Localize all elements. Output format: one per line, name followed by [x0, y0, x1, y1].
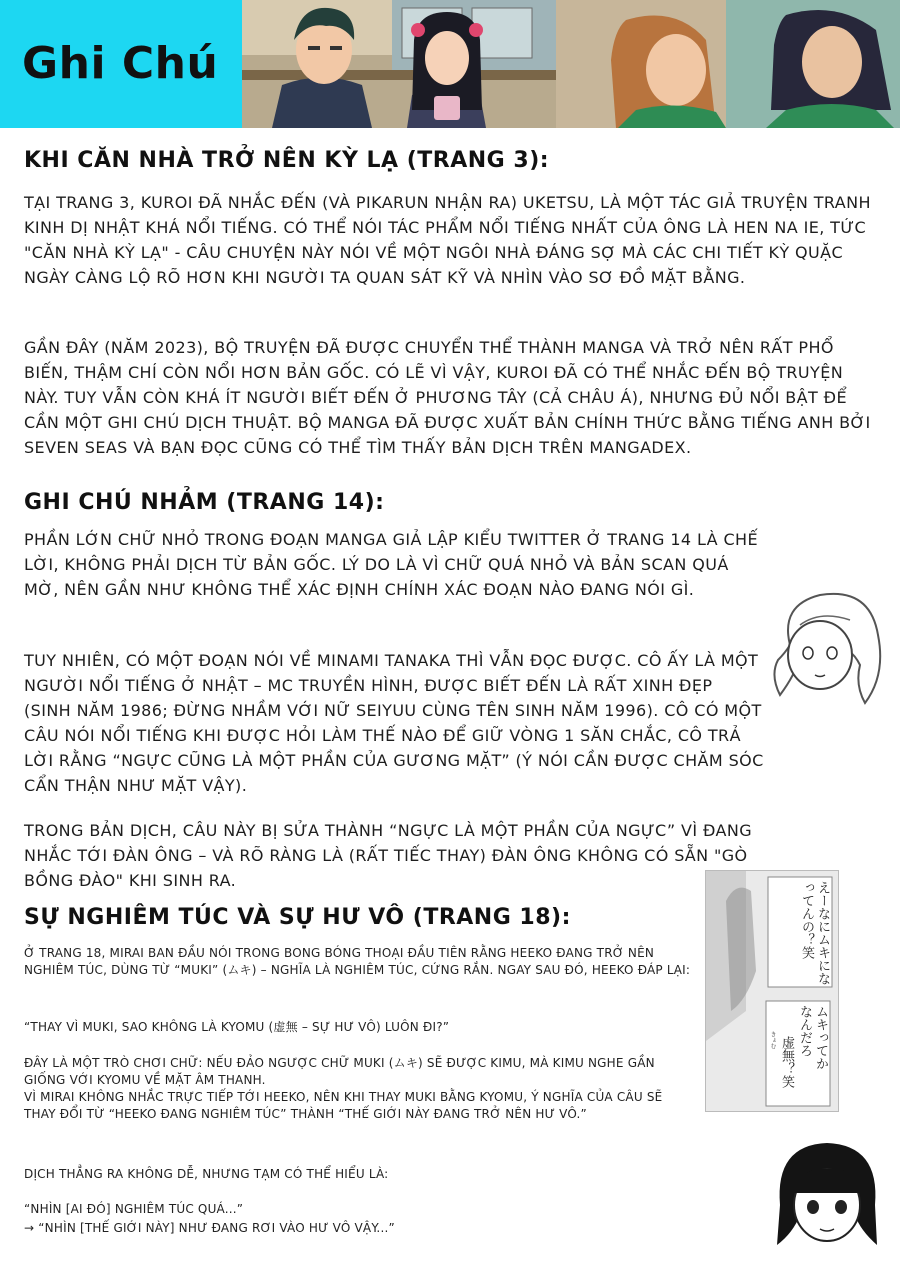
- header-banner: [0, 0, 900, 128]
- page-title: Ghi Chú: [22, 38, 219, 89]
- section-heading-seriousness-nihility: SỰ NGHIÊM TÚC VÀ SỰ HƯ VÔ (TRANG 18):: [24, 905, 571, 930]
- section-heading-strange-house: KHI CĂN NHÀ TRỞ NÊN KỲ LẠ (TRANG 3):: [24, 148, 550, 173]
- section-heading-nonsense-note: GHI CHÚ NHẢM (TRANG 14):: [24, 490, 385, 515]
- manga-bubble-1: えーなにムキになってんの？笑: [799, 881, 830, 985]
- section-paragraph: PHẦN LỚN CHỮ NHỎ TRONG ĐOẠN MANGA GIẢ LẬP KIỂU TWITTER Ở TRANG 14 LÀ CHẾ LỜI, KHÔNG PHẢI DỊCH TỪ BẢN GỐC. LÝ DO LÀ VÌ CHỮ QUÁ NHỎ VÀ BẢN SCAN QUÁ MỜ, NÊN GẦN NHƯ KHÔNG THỂ XÁC ĐỊNH CHÍNH XÁC ĐOẠN NÀO ĐANG NÓI GÌ.: [24, 530, 758, 599]
- sketch-girl-illustration: [765, 1135, 890, 1260]
- manga-bubble-2: ムキってかなんだろ: [797, 1005, 828, 1070]
- manga-ruby-text: きょむ: [769, 1031, 776, 1049]
- sketch-woman-illustration: [760, 585, 892, 715]
- header-illustration-girls: [556, 0, 900, 128]
- section-paragraph: “NHÌN [AI ĐÓ] NGHIÊM TÚC QUÁ...”: [24, 1202, 244, 1216]
- section-paragraph: TRONG BẢN DỊCH, CÂU NÀY BỊ SỬA THÀNH “NGỰC LÀ MỘT PHẦN CỦA NGỰC” VÌ ĐANG NHẮC TỚI ĐÀN ÔNG – VÀ RÕ RÀNG LÀ (RẤT TIẾC THAY) ĐÀN ÔNG KHÔNG CÓ SẴN "GÒ BỒNG ĐÀO" KHI SINH RA.: [24, 821, 753, 890]
- section-paragraph: DỊCH THẲNG RA KHÔNG DỄ, NHƯNG TẠM CÓ THỂ HIỂU LÀ:: [24, 1167, 389, 1181]
- section-paragraph: Ở TRANG 18, MIRAI BAN ĐẦU NÓI TRONG BONG BÓNG THOẠI ĐẦU TIÊN RẰNG HEEKO ĐANG TRỞ NÊN NGHIÊM TÚC, DÙNG TỪ “MUKI” (ムキ) – NGHĨA LÀ NGHIÊM TÚC, CỨNG RẮN. NGAY SAU ĐÓ, HEEKO ĐÁP LẠI:: [24, 946, 691, 977]
- section-paragraph: TUY NHIÊN, CÓ MỘT ĐOẠN NÓI VỀ MINAMI TANAKA THÌ VẪN ĐỌC ĐƯỢC. CÔ ẤY LÀ MỘT NGƯỜI NỔI TIẾNG Ở NHẬT – MC TRUYỀN HÌNH, ĐƯỢC BIẾT ĐẾN LÀ RẤT XINH ĐẸP (SINH NĂM 1986; ĐỪNG NHẦM VỚI NỮ SEIYUU CÙNG TÊN SINH NĂM 1996). CÔ CÓ MỘT CÂU NÓI NỔI TIẾNG KHI ĐƯỢC HỎI LÀM THẾ NÀO ĐỂ GIỮ VÒNG 1 SĂN CHẮC, CÔ TRẢ LỜI RẰNG “NGỰC CŨNG LÀ MỘT PHẦN CỦA GƯƠNG MẶT” (Ý NÓI CẦN ĐƯỢC CHĂM SÓC CẨN THẬN NHƯ MẶT VẬY).: [24, 651, 764, 795]
- section-paragraph: ĐÂY LÀ MỘT TRÒ CHƠI CHỮ: NẾU ĐẢO NGƯỢC CHỮ MUKI (ムキ) SẼ ĐƯỢC KIMU, MÀ KIMU NGHE GẦN GIỐNG VỚI KYOMU VỀ MẶT ÂM THANH.: [24, 1056, 655, 1087]
- manga-bubble-3: 虚無？笑: [779, 1036, 794, 1088]
- section-paragraph: TẠI TRANG 3, KUROI ĐÃ NHẮC ĐẾN (VÀ PIKARUN NHẬN RA) UKETSU, LÀ MỘT TÁC GIẢ TRUYỆN TRANH KINH DỊ NHẬT KHÁ NỔI TIẾNG. CÓ THỂ NÓI TÁC PHẨM NỔI TIẾNG NHẤT CỦA ÔNG LÀ HEN NA IE, TỨC "CĂN NHÀ KỲ LẠ" - CÂU CHUYỆN NÀY NÓI VỀ MỘT NGÔI NHÀ ĐÁNG SỢ MÀ CÁC CHI TIẾT KỲ QUẶC NGÀY CÀNG LỘ RÕ HƠN KHI NGƯỜI TA QUAN SÁT KỸ VÀ NHÌN VÀO SƠ ĐỒ MẶT BẰNG.: [24, 193, 871, 287]
- section-paragraph: VÌ MIRAI KHÔNG NHẮC TRỰC TIẾP TỚI HEEKO, NÊN KHI THAY MUKI BẰNG KYOMU, Ý NGHĨA CỦA CÂU SẼ THAY ĐỔI TỪ “HEEKO ĐANG NGHIÊM TÚC” THÀNH “THẾ GIỚI NÀY ĐANG TRỞ NÊN HƯ VÔ.”: [24, 1090, 663, 1121]
- manga-panel-excerpt: [705, 870, 839, 1112]
- section-paragraph: → “NHÌN [THẾ GIỚI NÀY] NHƯ ĐANG RƠI VÀO HƯ VÔ VẬY...”: [24, 1221, 395, 1235]
- section-paragraph: GẦN ĐÂY (NĂM 2023), BỘ TRUYỆN ĐÃ ĐƯỢC CHUYỂN THỂ THÀNH MANGA VÀ TRỞ NÊN RẤT PHỔ BIẾN, THẬM CHÍ CÒN NỔI HƠN BẢN GỐC. CÓ LẼ VÌ VẬY, KUROI ĐÃ CÓ THỂ NHẮC ĐẾN BỘ TRUYỆN NÀY. TUY VẪN CÒN KHÁ ÍT NGƯỜI BIẾT ĐẾN Ở PHƯƠNG TÂY (CẢ CHÂU Á), NHƯNG ĐỦ NỔI BẬT ĐỂ CẦN MỘT GHI CHÚ DỊCH THUẬT. BỘ MANGA ĐÃ ĐƯỢC XUẤT BẢN CHÍNH THỨC BẰNG TIẾNG ANH BỞI SEVEN SEAS VÀ BẠN ĐỌC CŨNG CÓ THỂ TÌM THẤY BẢN DỊCH TRÊN MANGADEX.: [24, 338, 871, 457]
- header-illustration-classroom: [242, 0, 556, 128]
- section-paragraph: “THAY VÌ MUKI, SAO KHÔNG LÀ KYOMU (虚無 – SỰ HƯ VÔ) LUÔN ĐI?”: [24, 1020, 450, 1034]
- title-box: [0, 0, 242, 128]
